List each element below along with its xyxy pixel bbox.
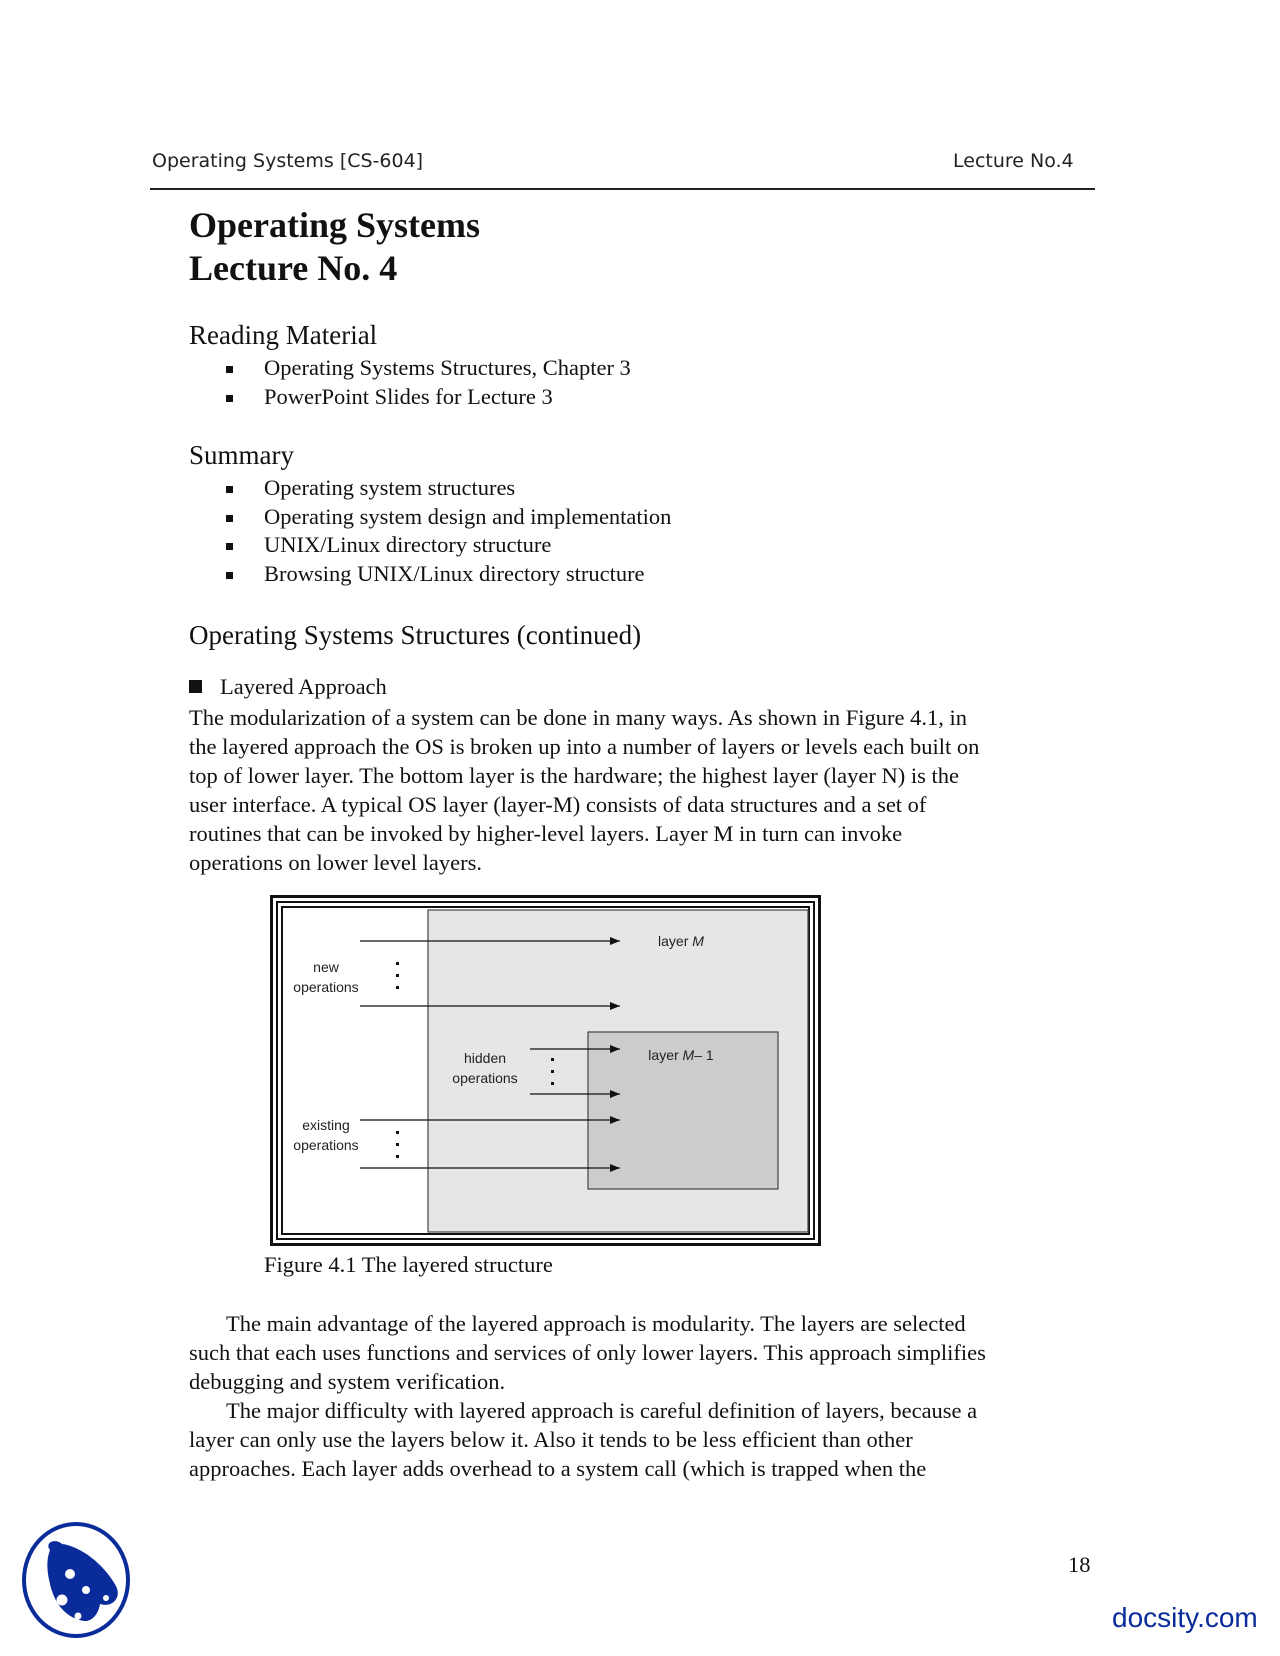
header-course: Operating Systems [CS-604] bbox=[152, 150, 424, 172]
bullet-icon bbox=[226, 543, 233, 550]
body-paragraph-1: The main advantage of the layered approach is modularity. The layers are selected such that each uses functions and services of only lower layers. This approach simplifies debugging and system verification. bbox=[189, 1311, 986, 1394]
section-heading: Operating Systems Structures (continued) bbox=[189, 620, 642, 650]
body-paragraph-2: The major difficulty with layered approach is careful definition of layers, because a layer can only use the layers below it. Also it tends to be less efficient than other approaches. Each layer adds overhead to a system call (which is trapped when the bbox=[189, 1398, 978, 1481]
new-operations-label-2: operations bbox=[293, 979, 359, 995]
new-operations-label-1: new bbox=[313, 959, 339, 975]
document-title bbox=[189, 204, 480, 290]
figure-layered-structure bbox=[270, 895, 821, 1246]
list-item: Operating Systems Structures, Chapter 3 bbox=[226, 354, 631, 383]
bullet-icon bbox=[226, 366, 233, 373]
reading-material-heading: Reading Material bbox=[189, 320, 378, 350]
bullet-icon bbox=[226, 486, 233, 493]
bullet-icon bbox=[226, 395, 233, 402]
figure-canvas bbox=[281, 906, 810, 1235]
list-item: Operating system design and implementation bbox=[226, 503, 671, 532]
bullet-icon bbox=[226, 515, 233, 522]
docsity-watermark-link[interactable]: docsity.com bbox=[1112, 1602, 1258, 1633]
list-item: Browsing UNIX/Linux directory structure bbox=[226, 560, 671, 589]
subheading-layered-approach: Layered Approach bbox=[189, 674, 387, 700]
square-bullet-icon bbox=[189, 680, 202, 693]
summary-heading: Summary bbox=[189, 440, 294, 470]
existing-operations-label-2: operations bbox=[293, 1137, 359, 1153]
bullet-icon bbox=[226, 572, 233, 579]
summary-list bbox=[226, 474, 671, 588]
layered-structure-diagram bbox=[283, 908, 810, 1235]
header-divider bbox=[150, 188, 1095, 190]
header-lecture: Lecture No.4 bbox=[953, 150, 1074, 172]
ellipsis-new bbox=[396, 962, 399, 989]
docsity-logo-icon[interactable] bbox=[20, 1520, 132, 1638]
title-line-1: Operating Systems bbox=[189, 205, 480, 245]
intro-paragraph: The modularization of a system can be done in many ways. As shown in Figure 4.1, in the layered approach the OS is broken up into a number of layers or levels each built on top of lower layer. The bottom layer is the hardware; the highest layer (layer N) is the user interface. A typical OS layer (layer-M) consists of data structures and a set of routines that can be invoked by higher-level layers. Layer M in turn can invoke operations on lower level layers. bbox=[189, 705, 980, 875]
layer-m-minus-1-label: layer M– 1 bbox=[648, 1047, 714, 1063]
title-line-2: Lecture No. 4 bbox=[189, 248, 398, 288]
layer-m-label: layer M bbox=[658, 933, 704, 949]
reading-material-list bbox=[226, 354, 631, 411]
figure-caption: Figure 4.1 The layered structure bbox=[264, 1252, 553, 1277]
list-item: UNIX/Linux directory structure bbox=[226, 531, 671, 560]
ellipsis-existing bbox=[396, 1131, 399, 1158]
hidden-operations-label-1: hidden bbox=[463, 1050, 507, 1066]
hidden-operations-label-2: operations bbox=[452, 1070, 518, 1086]
list-item: PowerPoint Slides for Lecture 3 bbox=[226, 383, 631, 412]
list-item: Operating system structures bbox=[226, 474, 671, 503]
existing-operations-label-1: existing bbox=[302, 1117, 350, 1133]
page-number: 18 bbox=[1068, 1552, 1091, 1577]
